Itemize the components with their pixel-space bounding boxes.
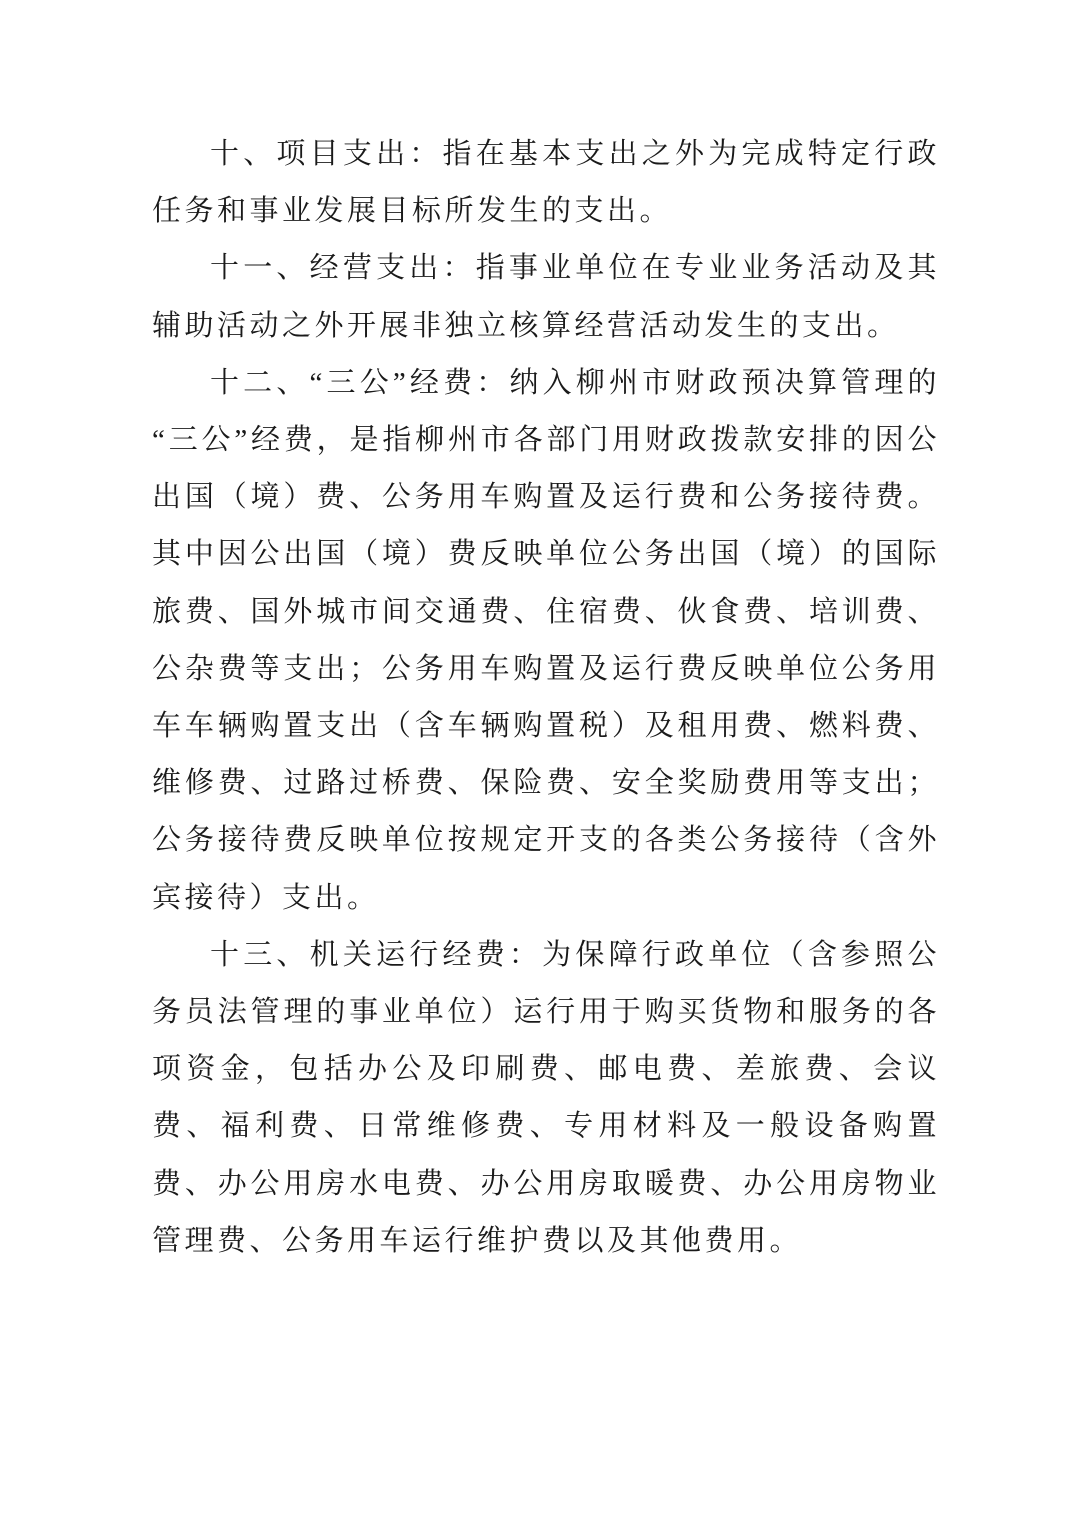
paragraph: 十、项目支出：指在基本支出之外为完成特定行政任务和事业发展目标所发生的支出。 (152, 138, 940, 228)
paragraph: 十一、经营支出：指事业单位在专业业务活动及其辅助活动之外开展非独立核算经营活动发生的支出。 (152, 252, 940, 342)
document-text-block (152, 126, 940, 1270)
paragraph: 十三、机关运行经费：为保障行政单位（含参照公务员法管理的事业单位）运行用于购买货物和服务的各项资金，包括办公及印刷费、邮电费、差旅费、会议费、福利费、日常维修费、专用材料及一般设备购置费、办公用房水电费、办公用房取暖费、办公用房物业管理费、公务用车运行维护费以及其他费用。 (152, 938, 940, 1257)
paragraph: 十二、“三公”经费：纳入柳州市财政预决算管理的“三公”经费，是指柳州市各部门用财政拨款安排的因公出国（境）费、公务用车购置及运行费和公务接待费。其中因公出国（境）费反映单位公务出国（境）的国际旅费、国外城市间交通费、住宿费、伙食费、培训费、公杂费等支出；公务用车购置及运行费反映单位公务用车车辆购置支出（含车辆购置税）及租用费、燃料费、维修费、过路过桥费、保险费、安全奖励费用等支出；公务接待费反映单位按规定开支的各类公务接待（含外宾接待）支出。 (152, 366, 940, 914)
